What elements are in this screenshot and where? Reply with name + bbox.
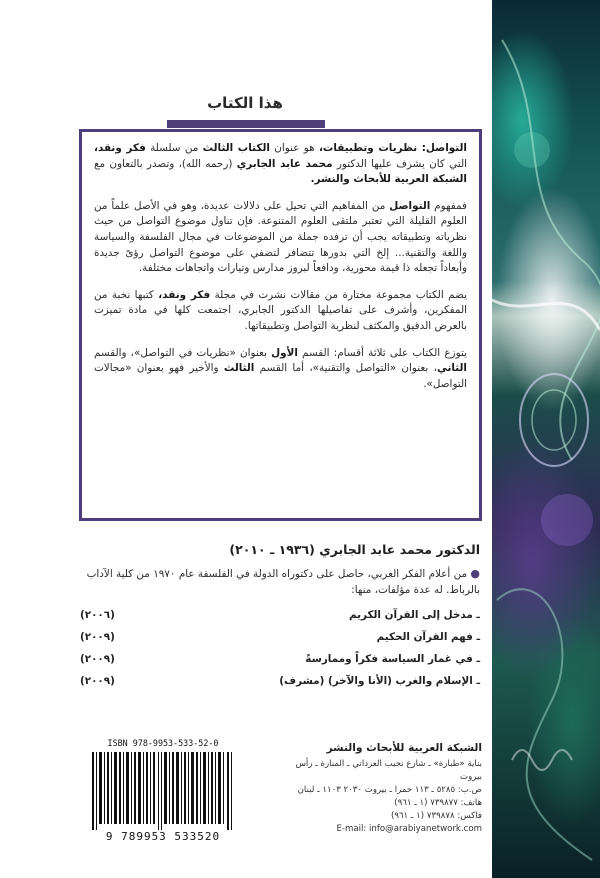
section-title: هذا الكتاب xyxy=(207,94,283,112)
text-run-bold: التواصل xyxy=(389,199,431,212)
work-title: ـ في غمار السياسة فكراً وممارسةً xyxy=(305,653,480,665)
cover-artwork xyxy=(492,0,600,878)
work-year: (٢٠٠٩) xyxy=(80,675,115,687)
text-run-bold: الأول xyxy=(271,346,298,359)
title-underline-bar xyxy=(167,120,325,128)
list-item xyxy=(80,604,480,626)
paragraph-contents xyxy=(94,288,467,335)
artwork-swirls xyxy=(492,0,600,878)
text-run: بعنوان «نظريات في التواصل»، والقسم xyxy=(94,346,272,359)
text-run: ، بعنوان «التواصل والتقنية»، أما القسم xyxy=(254,362,437,375)
publisher-info xyxy=(276,742,482,836)
work-year: (٢٠٠٩) xyxy=(80,631,115,643)
text-run: كتبها نخبة من المفكرين، وأشرف على تفاصيلها الدكتور الجابري، اجتمعت كلها في مادة تميزت بالعرض الدقيق والمكثف لنظرية التواصل وتطبيقاتها. xyxy=(94,288,467,332)
work-year: (٢٠٠٩) xyxy=(80,653,115,665)
text-run: والأخير فهو بعنوان «مجالات التواصل». xyxy=(94,362,467,390)
description-panel xyxy=(79,129,482,521)
text-run-bold: الثالث xyxy=(223,362,255,375)
work-year: (٢٠٠٦) xyxy=(80,609,115,621)
list-item xyxy=(80,648,480,670)
publisher-name: الشبكة العربية للأبحاث والنشر xyxy=(326,742,482,754)
text-run-bold: الكتاب الثالث xyxy=(202,142,270,154)
author-bio xyxy=(80,566,480,598)
text-run: هو عنوان xyxy=(269,142,319,154)
work-title: ـ مدخل إلى القرآن الكريم xyxy=(348,609,480,621)
journal-name: فكر ونقد، xyxy=(158,288,211,301)
publisher-phone: هاتف: ٧٣٩٨٧٧ (١ ـ ٩٦١) xyxy=(394,798,482,808)
publisher-po-box: ص.ب: ٥٢٨٥ ـ ١١٣ حمرا ـ بيروت ٢٠٣٠ ١١٠٣ ـ لبنان xyxy=(297,785,482,795)
work-title: ـ فهم القرآن الحكيم xyxy=(376,631,480,643)
text-run: من المفاهيم التي تحيل على دلالات عديدة، وهو في الأصل علماً من العلوم القليلة التي تعتبر ملتقى العلوم المتنوعة. فإن تناول موضوع التواصل من حيث نظرياته وتطبيقاته يجب أن ترفده جملة من الموضوعات في مجال الفلسفة والسياسة واللغة والتقنية... إلخ التي بدورها تتضافر لتضفي على موضوع التواصل رؤىً جديدة وأبعاداً تجعله ذا قيمة محورية، ودافعاً لبروز مدارس وتيارات واتجاهات مختلفة. xyxy=(94,199,467,275)
publisher-fax: فاكس: ٧٣٩٨٧٨ (١ ـ ٩٦١) xyxy=(390,811,482,821)
paragraph-sections xyxy=(94,346,467,393)
list-item xyxy=(80,670,480,692)
isbn-barcode xyxy=(80,738,246,844)
list-item xyxy=(80,626,480,648)
series-name: فكر ونقد، xyxy=(94,142,146,154)
barcode-number: 9 789953 533520 xyxy=(105,830,221,843)
book-title-bold: التواصل: نظريات وتطبيقات، xyxy=(318,142,467,154)
bullet-icon: ● xyxy=(470,567,480,580)
work-title: ـ الإسلام والغرب (الأنا والآخر) (مشرف) xyxy=(279,675,480,687)
works-list xyxy=(80,604,480,692)
supervisor-name: محمد عابد الجابري xyxy=(236,157,333,170)
author-heading: الدكتور محمد عابد الجابري (١٩٣٦ ـ ٢٠١٠) xyxy=(229,542,480,557)
publisher-name-inline: الشبكة العربية للأبحاث والنشر. xyxy=(310,173,467,186)
isbn-label: ISBN 978-9953-533-52-0 xyxy=(107,738,219,748)
barcode-bars xyxy=(92,752,234,830)
author-bio-text: من أعلام الفكر العربي، حاصل على دكتوراه الدولة في الفلسفة عام ١٩٧٠ من كلية الآداب بالرباط. له عدة مؤلفات، منها: xyxy=(86,568,480,596)
text-run: يضم الكتاب مجموعة مختارة من مقالات نشرت في مجلة xyxy=(210,288,467,301)
publisher-email: E-mail: info@arabiyanetwork.com xyxy=(336,824,482,834)
text-run: فمفهوم xyxy=(430,199,468,212)
text-run: يتوزع الكتاب على ثلاثة أقسام: القسم xyxy=(297,346,467,359)
paragraph-intro xyxy=(94,141,467,188)
publisher-address: بناية «طبارة» ـ شارع نجيب العرداتي ـ المنارة ـ رأس بيروت xyxy=(295,759,482,782)
text-run: من سلسلة xyxy=(145,142,203,154)
paragraph-concept xyxy=(94,199,467,277)
text-run: التي كان يشرف عليها الدكتور xyxy=(332,157,467,170)
text-run-bold: الثاني xyxy=(436,362,467,375)
text-run: (رحمه الله)، وتصدر بالتعاون مع xyxy=(94,157,237,170)
